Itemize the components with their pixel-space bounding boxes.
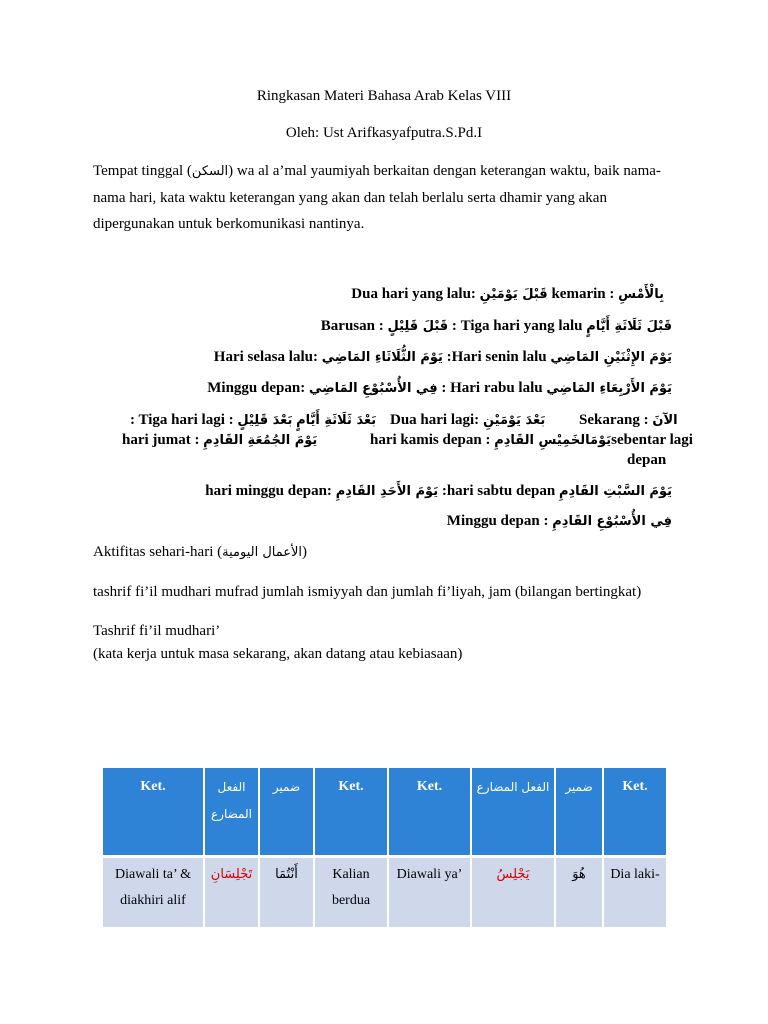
intro-paragraph: Tempat tinggal (السكن) wa al a’mal yaumiyah berkaitan dengan keterangan waktu, baik nama-nama hari, kata waktu keterangan yang akan dan telah berlalu serta dhamir yang akan dipergunakan untuk berkomunikasi nantinya. [93,163,661,232]
vocab-line-5b-right: hari kamis depan : يَوْمَالخَمِيْسِ القَادِمِsebentar lagi [370,432,693,448]
table-header-cell: الفعل المضارع [471,768,555,857]
vocab-line-1: Dua hari yang lalu: قَبْلَ يَوْمَيْنِ kemarin : بِالْأَمْسِ [351,286,664,302]
document-title: Ringkasan Materi Bahasa Arab Kelas VIII [256,88,512,104]
vocab-line-5a-mid: Dua hari lagi: بَعْدَ يَوْمَيْنِ [390,412,546,428]
vocab-line-2: Barusan : قَبْلَ قَلِيْلٍ : Tiga hari yang lalu قَبْلَ ثَلَاثَةِ أَيَّامٍ [320,318,672,334]
table-cell: Diawali ya’ [388,857,471,928]
table-cell: Dia laki- [603,857,667,928]
table-header-row [103,768,667,857]
vocab-line-6: hari minggu depan: يَوْمَ الأَحَدِ القَادِمِ :hari sabtu depan يَوْمَ السَّبْتِ القَادِمِ [205,483,672,499]
table-header-cell: Ket. [103,768,204,857]
table-cell: تَجْلِسَانِ [204,857,259,928]
vocab-line-5b-left: hari jumat : يَوْمَ الجُمُعَةِ القَادِمِ [122,432,318,448]
vocab-line-5a-right: Sekarang : الآنَ [579,412,678,428]
table-cell: أَنْتُمَا [259,857,314,928]
document-author: Oleh: Ust Arifkasyafputra.S.Pd.I [285,125,483,141]
table-cell: Kalian berdua [314,857,388,928]
tashrif-table [103,768,668,927]
intro-arabic: السكن [191,164,229,179]
topics-line: tashrif fi’il mudhari mufrad jumlah ismiyyah dan jumlah fi’liyah, jam (bilangan bertingkat) [93,584,642,600]
table-cell: هُوَ [555,857,603,928]
vocab-line-4: Minggu depan: فِي الأُسْبُوْعِ المَاضِي : Hari rabu lalu يَوْمَ الأَرْبِعَاءِ المَاضِي [207,380,672,396]
vocab-line-7: Minggu depan : فِي الأُسْبُوْعِ القَادِمِ [446,513,672,529]
table-header-cell: Ket. [314,768,388,857]
tashrif-description: (kata kerja untuk masa sekarang, akan datang atau kebiasaan) [93,646,463,662]
table-header-cell: Ket. [388,768,471,857]
table-header-cell: ضمير [555,768,603,857]
table-header-cell: ضمير [259,768,314,857]
table-cell: Diawali ta’ & diakhiri alif [103,857,204,928]
table-cell: يَجْلِسُ [471,857,555,928]
table-header-cell: Ket. [603,768,667,857]
vocab-line-5a-left: : Tiga hari lagi : بَعْدَ ثَلَاثَةِ أَيَّامٍ بَعْدَ قَلِيْلٍ [130,412,377,428]
activities-heading: Aktifitas sehari-hari (الأعمال اليومية) [93,544,308,560]
vocab-line-5c: depan [627,452,667,468]
vocab-line-3: Hari selasa lalu: يَوْمَ الثُّلَاثَاءِ المَاضِي :Hari senin lalu يَوْمَ الإِثْنَيْنِ المَاضِي [213,349,672,365]
tashrif-title: Tashrif fi’il mudhari’ [93,623,221,639]
table-row [103,857,667,928]
table-header-cell: الفعل المضارع [204,768,259,857]
